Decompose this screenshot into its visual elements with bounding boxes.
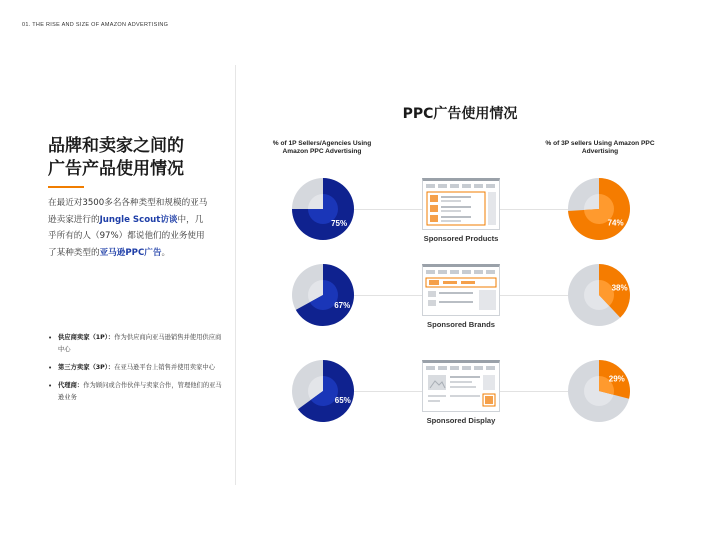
pie-3p-sponsored-display	[566, 358, 632, 424]
intro-text-part3: 。	[161, 247, 171, 258]
pie-3p-sponsored-products	[566, 176, 632, 242]
connector-line	[352, 391, 422, 392]
sponsored-display-illustration-icon	[423, 363, 499, 410]
definition-term: 供应商卖家（1P）：	[58, 334, 115, 341]
section-header-label: 01. THE RISE AND SIZE OF AMAZON ADVERTISING	[22, 22, 169, 28]
ad-caption-sponsored-products: Sponsored Products	[423, 234, 499, 243]
ppc-usage-title: PPC广告使用情况	[402, 106, 518, 122]
pie-3p-sponsored-brands	[566, 262, 632, 328]
definition-item-1p	[48, 332, 226, 356]
sponsored-products-illustration-icon	[423, 181, 499, 228]
left-title-line2: 广告产品使用情况	[48, 159, 184, 179]
definition-desc: 作为顾问或合作伙伴与卖家合作，管理他们的亚马逊业务	[58, 382, 222, 401]
ad-mock-sponsored-brands	[422, 264, 500, 316]
bullet-icon: •	[48, 334, 53, 342]
ad-mock-sponsored-display	[422, 360, 500, 412]
col-heading-3p: % of 3P sellers Using Amazon PPC Advertising	[545, 140, 655, 155]
intro-highlight-jungle-scout: Jungle Scout访谈	[99, 214, 178, 225]
pie-1p-sponsored-brands	[290, 262, 356, 328]
pie-1p-sponsored-display	[290, 358, 356, 424]
ad-mock-sponsored-products	[422, 178, 500, 230]
title-underline	[48, 186, 84, 188]
intro-paragraph	[48, 195, 208, 261]
bullet-icon: •	[48, 364, 53, 372]
connector-line	[500, 391, 570, 392]
definition-item-3p	[48, 362, 226, 374]
pie-percent-label: 38%	[611, 283, 628, 293]
pie-percent-label: 65%	[334, 396, 351, 406]
definitions-list	[48, 332, 226, 410]
pie-percent-label: 75%	[331, 219, 348, 229]
pie-percent-label: 67%	[334, 301, 351, 311]
definition-term: 代理商：	[58, 382, 84, 389]
pie-1p-sponsored-products	[290, 176, 356, 242]
definition-item-agency	[48, 380, 226, 404]
ad-caption-sponsored-brands: Sponsored Brands	[427, 320, 495, 329]
connector-line	[352, 209, 422, 210]
sponsored-brands-illustration-icon	[423, 267, 499, 314]
intro-text-part2: 中，几乎所有的人（97%）都说他们的业务使用了某种类型的	[48, 214, 205, 258]
pie-percent-label: 29%	[608, 374, 625, 384]
connector-line	[500, 209, 570, 210]
connector-line	[500, 295, 570, 296]
bullet-icon: •	[48, 382, 53, 390]
left-title-line1: 品牌和卖家之间的	[48, 136, 184, 156]
vertical-divider	[235, 65, 236, 485]
definition-desc: 在亚马逊平台上销售并使用卖家中心	[114, 364, 215, 371]
definition-desc: 作为供应商向亚马逊销售并使用供应商中心	[58, 334, 222, 353]
intro-highlight-ppc: 亚马逊PPC广告	[99, 247, 162, 258]
pie-percent-label: 74%	[607, 218, 624, 228]
intro-text-part1: 在最近对3500多名各种类型和规模的亚马逊卖家进行的	[48, 198, 208, 225]
ad-caption-sponsored-display: Sponsored Display	[426, 416, 496, 425]
connector-line	[352, 295, 422, 296]
definition-term: 第三方卖家（3P）：	[58, 364, 115, 371]
left-title	[48, 135, 218, 181]
col-heading-1p: % of 1P Sellers/Agencies Using Amazon PPC Advertising	[272, 140, 372, 155]
